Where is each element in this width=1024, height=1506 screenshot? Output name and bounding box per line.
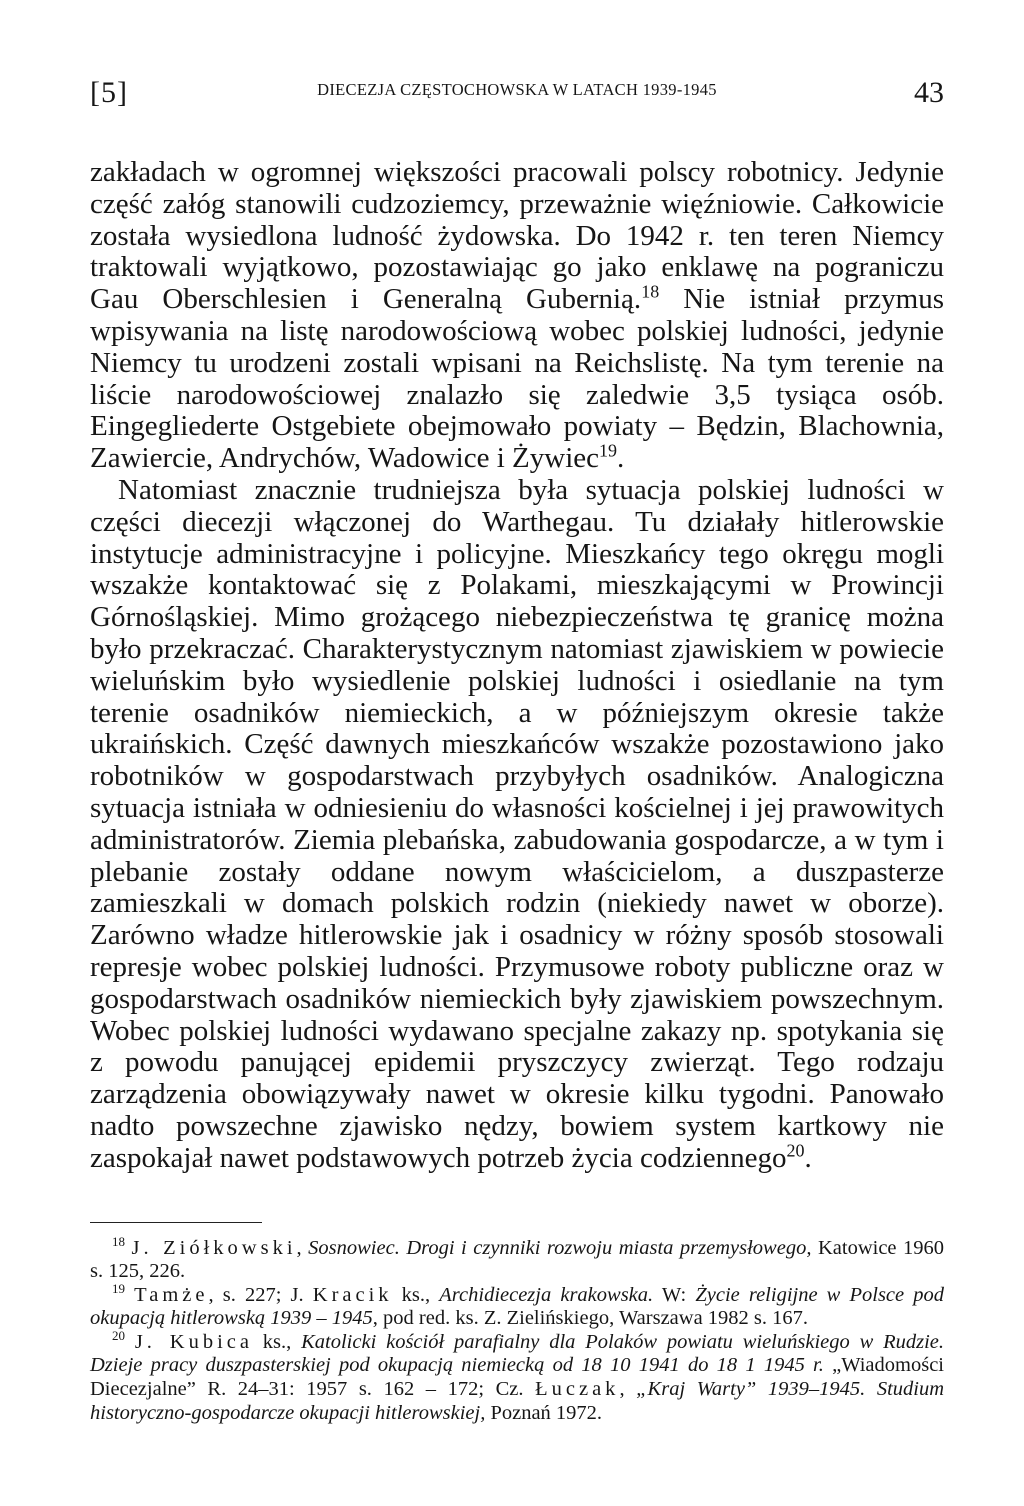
footnote-separator-text: , (296, 1236, 309, 1259)
footnote-text: „Wiadomości Diecezjalne” R. 24–31: 1957 s. 162 – 172; Cz. (90, 1354, 944, 1401)
page-number: 43 (914, 76, 944, 109)
footnote-20 (90, 1328, 945, 1425)
paragraph-1 (90, 157, 944, 475)
footnote-author: J. Ziółkowski (131, 1236, 297, 1259)
paragraph-2 (90, 475, 944, 1175)
footnote-ref-20[interactable]: 20 (786, 1140, 805, 1161)
footnote-text: ks., (252, 1330, 302, 1353)
footnote-19 (90, 1280, 945, 1331)
footnote-number: 18 (112, 1233, 125, 1249)
running-title: DIECEZJA CZĘSTOCHOWSKA W LATACH 1939-1945 (317, 80, 717, 99)
paragraph-2-text: Natomiast znacznie trudniejsza była sytuacja polskiej ludności w części diecezji włączonej do Warthegau. Tu działały hitlerowskie instytucje administracyjne i policyjne. Mieszkańcy tego okręgu mogli wszakże kontaktować się z Polakami, mieszkającymi w Prowincji Górnośląskiej. Mimo grożącego niebezpieczeństwa tę granicę można było przekraczać. Charakterystycznym natomiast zjawiskiem w powiecie wieluńskim było wysiedlenie polskiej ludności i osiedlanie na tym terenie osadników niemieckich, a w późniejszym okresie także ukraińskich. Część dawnych mieszkańców wszakże pozostawiono jako robotników w gospodarstwach przybyłych osadników. Analogiczna sytuacja istniała w odniesieniu do własności kościelnej i jej prawowitych administratorów. Ziemia plebańska, zabudowania gospodarcze, a w tym i plebanie zostały oddane nowym właścicielom, a duszpasterze zamieszkali w domach polskich rodzin (niekiedy nawet w oborze). Zarówno władze hitlerowskie jak i osadnicy w różny sposób stosowali represje wobec polskiej ludności. Przymusowe roboty publiczne oraz w gospodarstwach osadników niemieckich były zjawiskiem powszechnym. Wobec polskiej ludności wydawano specjalne zakazy np. spotykania się z powodu panującej epidemii pryszczycy zwierząt. Tego rodzaju zarządzenia obowiązywały nawet w okresie kilku tygodni. Panowało nadto powszechne zjawisko nędzy, bowiem system kartkowy nie zaspokajał nawet podstawowych potrzeb życia codziennego (90, 473, 944, 1174)
footnote-ref-19[interactable]: 19 (599, 440, 618, 461)
section-number: [5] (90, 76, 128, 109)
footnote-text: , s. 227; J. (208, 1283, 313, 1306)
footnotes (90, 1233, 945, 1426)
footnote-title: Życie religijne w Polsce pod okupacją hitlerowską 1939 – 1945 (90, 1283, 945, 1330)
footnote-rest: Poznań 1972. (485, 1401, 603, 1424)
footnote-author: Tamże (134, 1283, 209, 1306)
footnote-separator (90, 1222, 262, 1223)
footnote-title: Archidiecezja krakowska. (439, 1283, 654, 1306)
footnote-author: Kracik (312, 1283, 393, 1306)
main-text (90, 157, 944, 1175)
footnote-text: ks., (392, 1283, 440, 1306)
running-head (90, 70, 944, 110)
paragraph-2-end: . (804, 1141, 812, 1174)
footnote-18 (90, 1233, 945, 1284)
paragraph-1-end: . (617, 442, 625, 475)
footnote-number: 20 (112, 1328, 125, 1344)
footnote-title: Katolicki kościół parafialny dla Polaków powiatu wieluńskiego w Rudzie. Dzieje pracy duszpasterskiej pod okupacją niemiecką od 18 10 1941 do 18 1 1945 r. (90, 1330, 944, 1377)
footnote-author: Łuczak (535, 1378, 620, 1401)
footnote-text: , (619, 1378, 637, 1401)
footnote-rest: Katowice 1960 s. 125, 226. (90, 1236, 945, 1283)
footnote-rest: , pod red. ks. Z. Zielińskiego, Warszawa 1982 s. 167. (372, 1307, 809, 1330)
paragraph-1-text-b: Nie istniał przymus wpisywania na listę narodowościową wobec polskiej ludności, jedynie Niemcy tu urodzeni zostali wpisani na Reichslistę. Na tym terenie na liście narodowościowej znalazło się zaledwie 3,5 tysiąca osób. Eingegliederte Ostgebiete obejmowało powiaty – Będzin, Blachownia, Zawiercie, Andrychów, Wadowice i Żywiec (90, 283, 944, 475)
footnote-title: „Kraj Warty” 1939–1945. Studium historyczno-gospodarcze okupacji hitlerowskiej, (90, 1378, 945, 1424)
footnote-text: W: (653, 1283, 696, 1306)
page (90, 70, 944, 1425)
footnote-author: J. Kubica (134, 1330, 253, 1353)
footnote-number: 19 (112, 1280, 125, 1296)
paragraph-1-text-a: zakładach w ogromnej większości pracowali polscy robotnicy. Jedynie część załóg stanowili cudzoziemcy, przeważnie więźniowie. Całkowicie została wysiedlona ludność żydowska. Do 1942 r. ten teren Niemcy traktowali wyjątkowo, pozostawiając go jako enklawę na pograniczu Gau Oberschlesien i Generalną Gubernią. (90, 156, 944, 316)
footnote-title: Sosnowiec. Drogi i czynniki rozwoju miasta przemysłowego, (308, 1236, 812, 1259)
footnote-ref-18[interactable]: 18 (641, 281, 660, 302)
